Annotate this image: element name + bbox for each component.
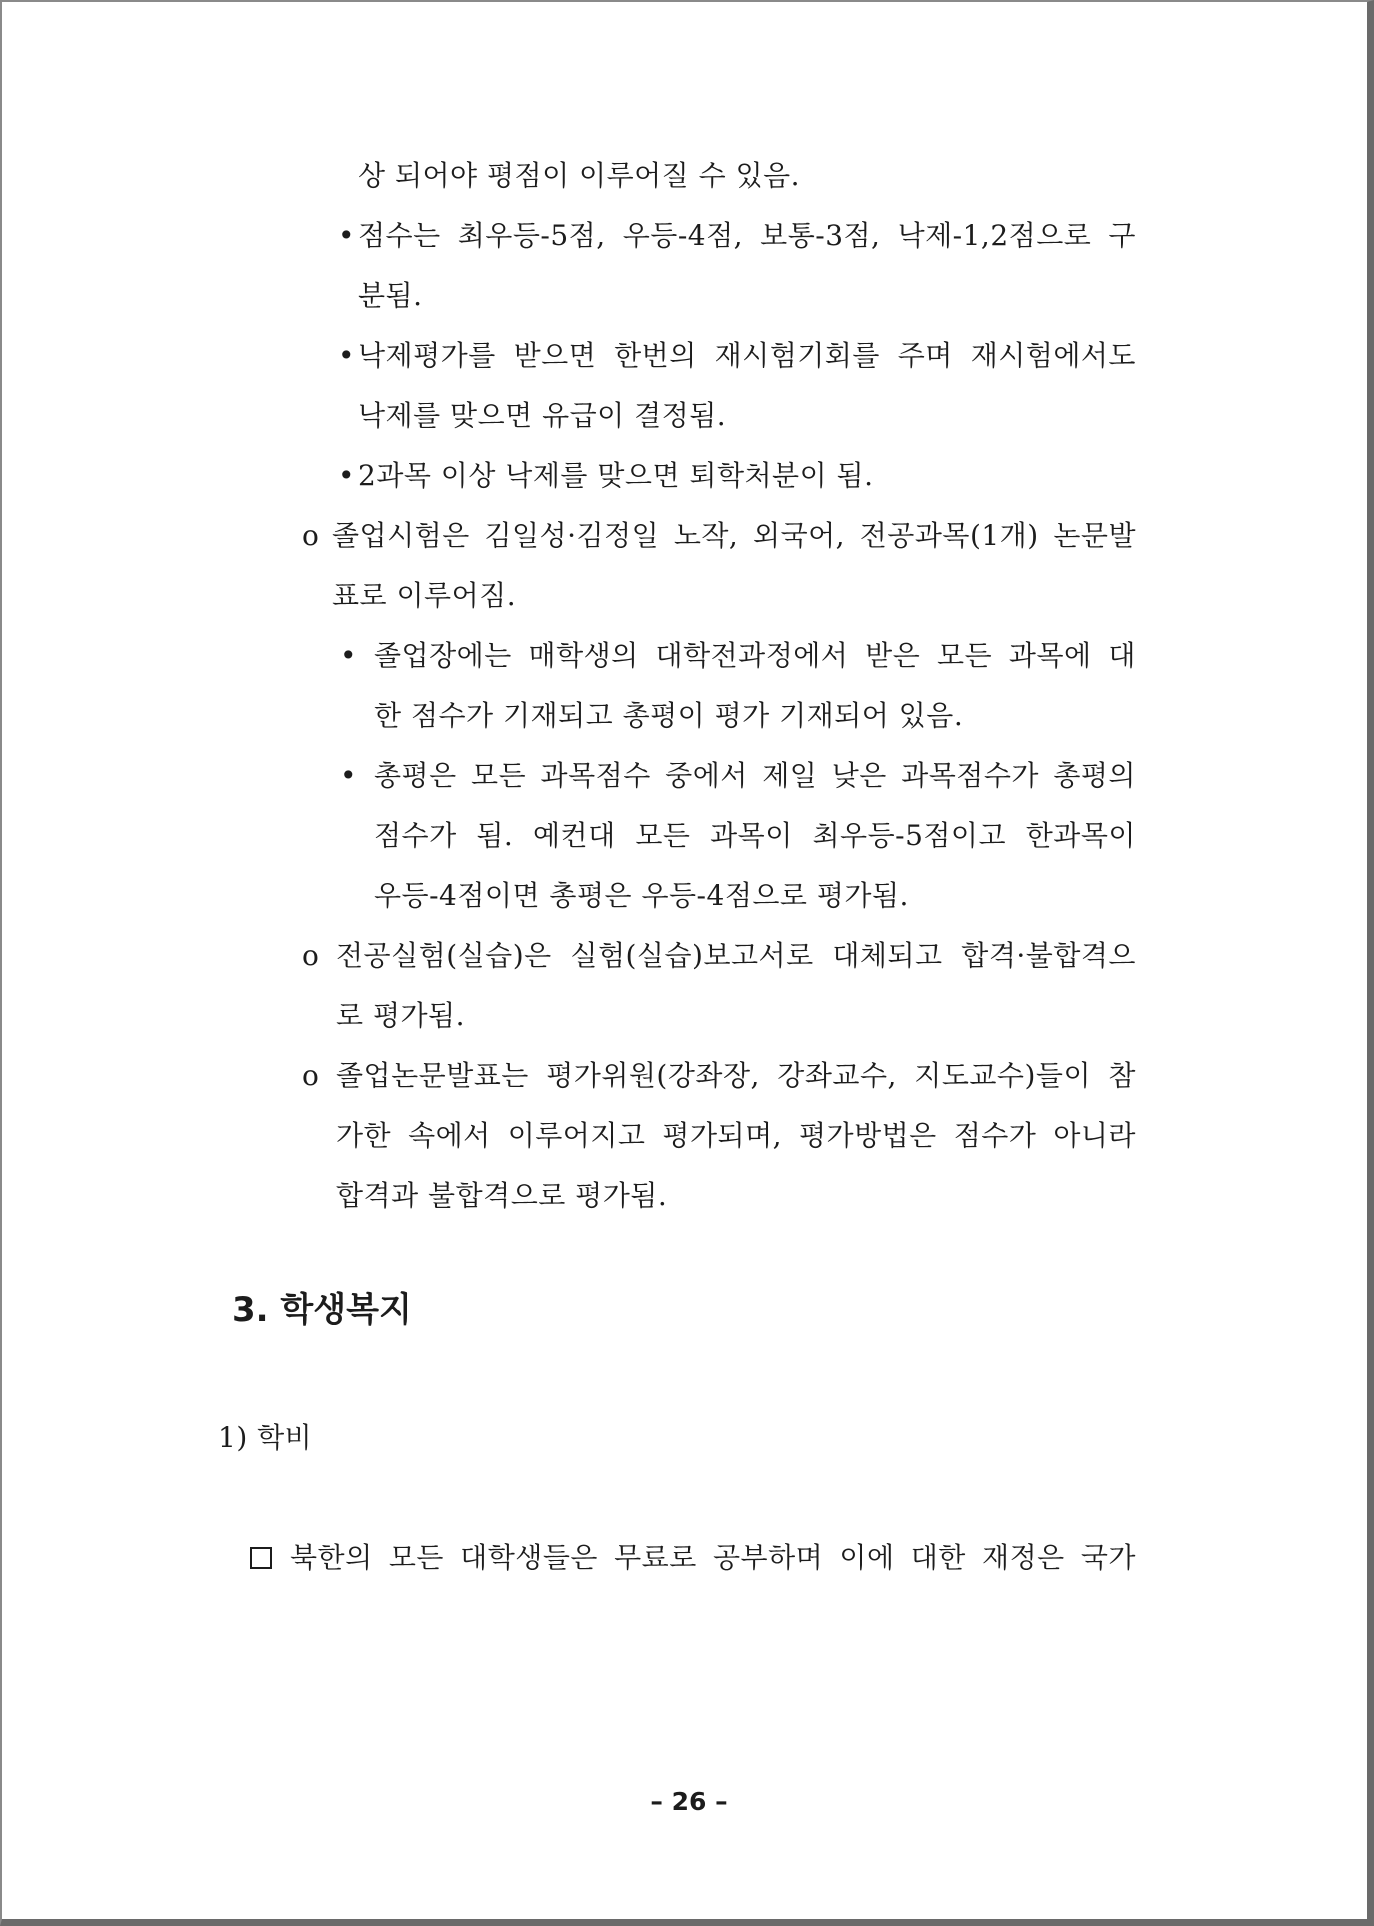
text-line: 합격과 불합격으로 평가됨. [336,1179,668,1212]
text-line: 한 점수가 기재되고 총평이 평가 기재되어 있음. [374,699,964,732]
bullet-dot: • [338,219,355,252]
bullet-dot: • [340,759,357,792]
text-line: 상 되어야 평점이 이루어질 수 있음. [358,159,801,192]
bullet-o: o [302,1059,319,1092]
text-line: 졸업논문발표는 평가위원(강좌장, 강좌교수, 지도교수)들이 참 [336,1059,1136,1092]
bullet-o: o [302,939,319,972]
text-line: 점수가 됨. 예컨대 모든 과목이 최우등-5점이고 한과목이 [374,819,1136,852]
text-line: 로 평가됨. [336,999,465,1032]
text-line: 총평은 모든 과목점수 중에서 제일 낮은 과목점수가 총평의 [374,759,1136,792]
text-line: 졸업장에는 매학생의 대학전과정에서 받은 모든 과목에 대 [374,639,1136,672]
bullet-dot: • [340,639,357,672]
text-line: 낙제평가를 받으면 한번의 재시험기회를 주며 재시험에서도 [358,339,1136,372]
text-line: 전공실험(실습)은 실험(실습)보고서로 대체되고 합격·불합격으 [336,939,1136,972]
bullet-dot: • [338,459,355,492]
text-line: 우등-4점이면 총평은 우등-4점으로 평가됨. [374,879,909,912]
text-line: 졸업시험은 김일성·김정일 노작, 외국어, 전공과목(1개) 논문발 [332,519,1136,552]
subsection-title: 1) 학비 [218,1421,313,1454]
text-line: 분됨. [358,279,423,312]
text-line: 점수는 최우등-5점, 우등-4점, 보통-3점, 낙제-1,2점으로 구 [358,219,1136,252]
section-heading: 3. 학생복지 [232,1290,412,1330]
text-line: 표로 이루어짐. [332,579,517,612]
checkbox-square-icon [250,1547,272,1569]
text-line: 가한 속에서 이루어지고 평가되며, 평가방법은 점수가 아니라 [336,1119,1136,1152]
bullet-dot: • [338,339,355,372]
bullet-o: o [302,519,319,552]
text-line: 낙제를 맞으면 유급이 결정됨. [358,399,727,432]
text-line: 2과목 이상 낙제를 맞으면 퇴학처분이 됨. [358,459,874,492]
page-number: – 26 – [650,1787,728,1816]
text-line: 북한의 모든 대학생들은 무료로 공부하며 이에 대한 재정은 국가 [290,1541,1136,1574]
